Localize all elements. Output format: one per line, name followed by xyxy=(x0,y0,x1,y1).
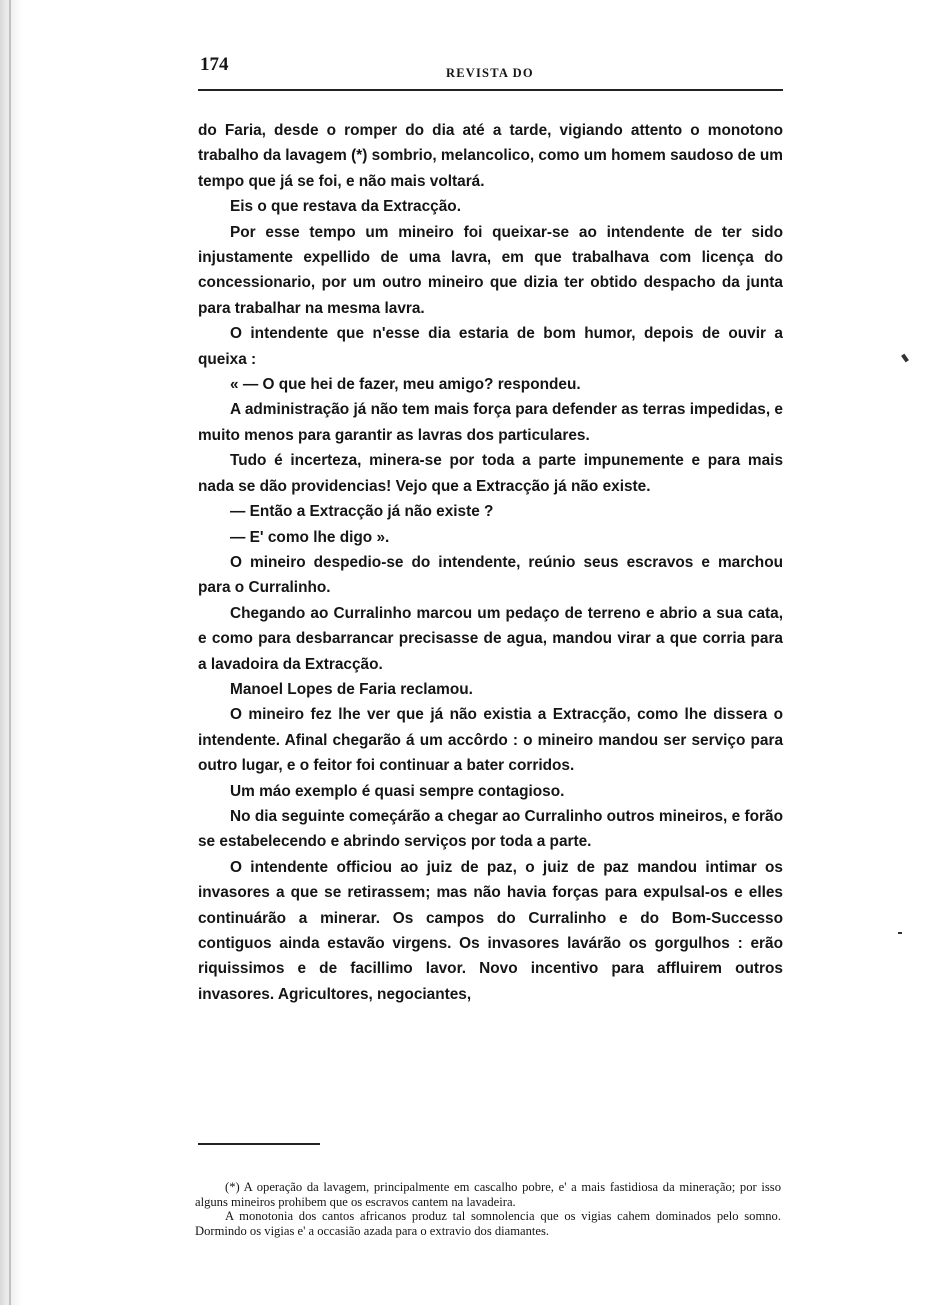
paragraph: « — O que hei de fazer, meu amigo? respondeu. xyxy=(230,376,581,394)
footnotes xyxy=(195,1180,781,1238)
footnote-rule xyxy=(198,1143,320,1145)
paragraph: do Faria, desde o romper do dia até a tarde, vigiando attento o monotono trabalho da lavagem (*) sombrio, melancolico, como um homem saudoso de um tempo que já se foi, e não mais voltará. xyxy=(198,122,783,190)
page-edge-shadow xyxy=(0,0,24,1305)
paragraph: O intendente que n'esse dia estaria de bom humor, depois de ouvir a queixa : xyxy=(198,325,783,368)
header-rule xyxy=(198,89,783,91)
footnote: (*) A operação da lavagem, principalmente em cascalho pobre, e' a mais fastidiosa da mineração; por isso alguns mineiros prohibem que os escravos cantem na lavadeira. xyxy=(195,1180,781,1209)
page-header xyxy=(198,52,783,92)
paragraph: O mineiro fez lhe ver que já não existia a Extracção, como lhe dissera o intendente. Afinal chegarão á um accôrdo : o mineiro mandou ser serviço para outro lugar, e o feitor foi continuar a bater corridos. xyxy=(198,706,783,775)
paragraph: Um máo exemplo é quasi sempre contagioso. xyxy=(230,782,565,800)
body-text xyxy=(198,118,783,1007)
book-page xyxy=(198,52,783,1007)
paragraph: Tudo é incerteza, minera-se por toda a parte impunemente e para mais nada se dão providencias! Vejo que a Extracção já não existe. xyxy=(198,452,783,495)
paragraph: O mineiro despedio-se do intendente, reúnio seus escravos e marchou para o Curralinho. xyxy=(198,553,783,597)
paragraph: — E' como lhe digo ». xyxy=(230,528,390,546)
running-head: REVISTA DO xyxy=(446,66,534,80)
paragraph: Eis o que restava da Extracção. xyxy=(230,198,461,216)
paragraph: Por esse tempo um mineiro foi queixar-se ao intendente de ter sido injustamente expellido de uma lavra, em que trabalhava com licença do concessionario, por um outro mineiro que dizia ter obtido despacho da junta para trabalhar na mesma lavra. xyxy=(198,223,783,317)
footnote: A monotonia dos cantos africanos produz tal somnolencia que os vigias cahem dominados pelo somno. Dormindo os vigias e' a occasião azada para o extravio dos diamantes. xyxy=(195,1209,781,1238)
paragraph: — Então a Extracção já não existe ? xyxy=(230,503,494,521)
paragraph: Chegando ao Curralinho marcou um pedaço de terreno e abrio a sua cata, e como para desbarrancar precisasse de agua, mandou virar a que corria para a lavadoira da Extracção. xyxy=(198,604,783,673)
paragraph: Manoel Lopes de Faria reclamou. xyxy=(230,680,473,698)
paragraph: A administração já não tem mais força para defender as terras impedidas, e muito menos para garantir as lavras dos particulares. xyxy=(198,401,783,444)
scan-speck xyxy=(901,354,909,363)
paragraph: No dia seguinte começárão a chegar ao Curralinho outros mineiros, e forão se estabelecendo e abrindo serviços por toda a parte. xyxy=(198,807,783,851)
page-number: 174 xyxy=(200,54,229,75)
binding-edge-line xyxy=(9,0,11,1305)
scan-speck xyxy=(898,932,902,934)
paragraph: O intendente officiou ao juiz de paz, o juiz de paz mandou intimar os invasores a que se retirassem; mas não havia forças para expulsal-os e elles continuárão a minerar. Os campos do Curralinho e do Bom-Successo contiguos ainda estavão virgens. Os invasores lavárão os gorgulhos : erão riquissimos e de facillimo lavor. Novo incentivo para affluirem outros invasores. Agricultores, negociantes, xyxy=(198,858,783,1003)
